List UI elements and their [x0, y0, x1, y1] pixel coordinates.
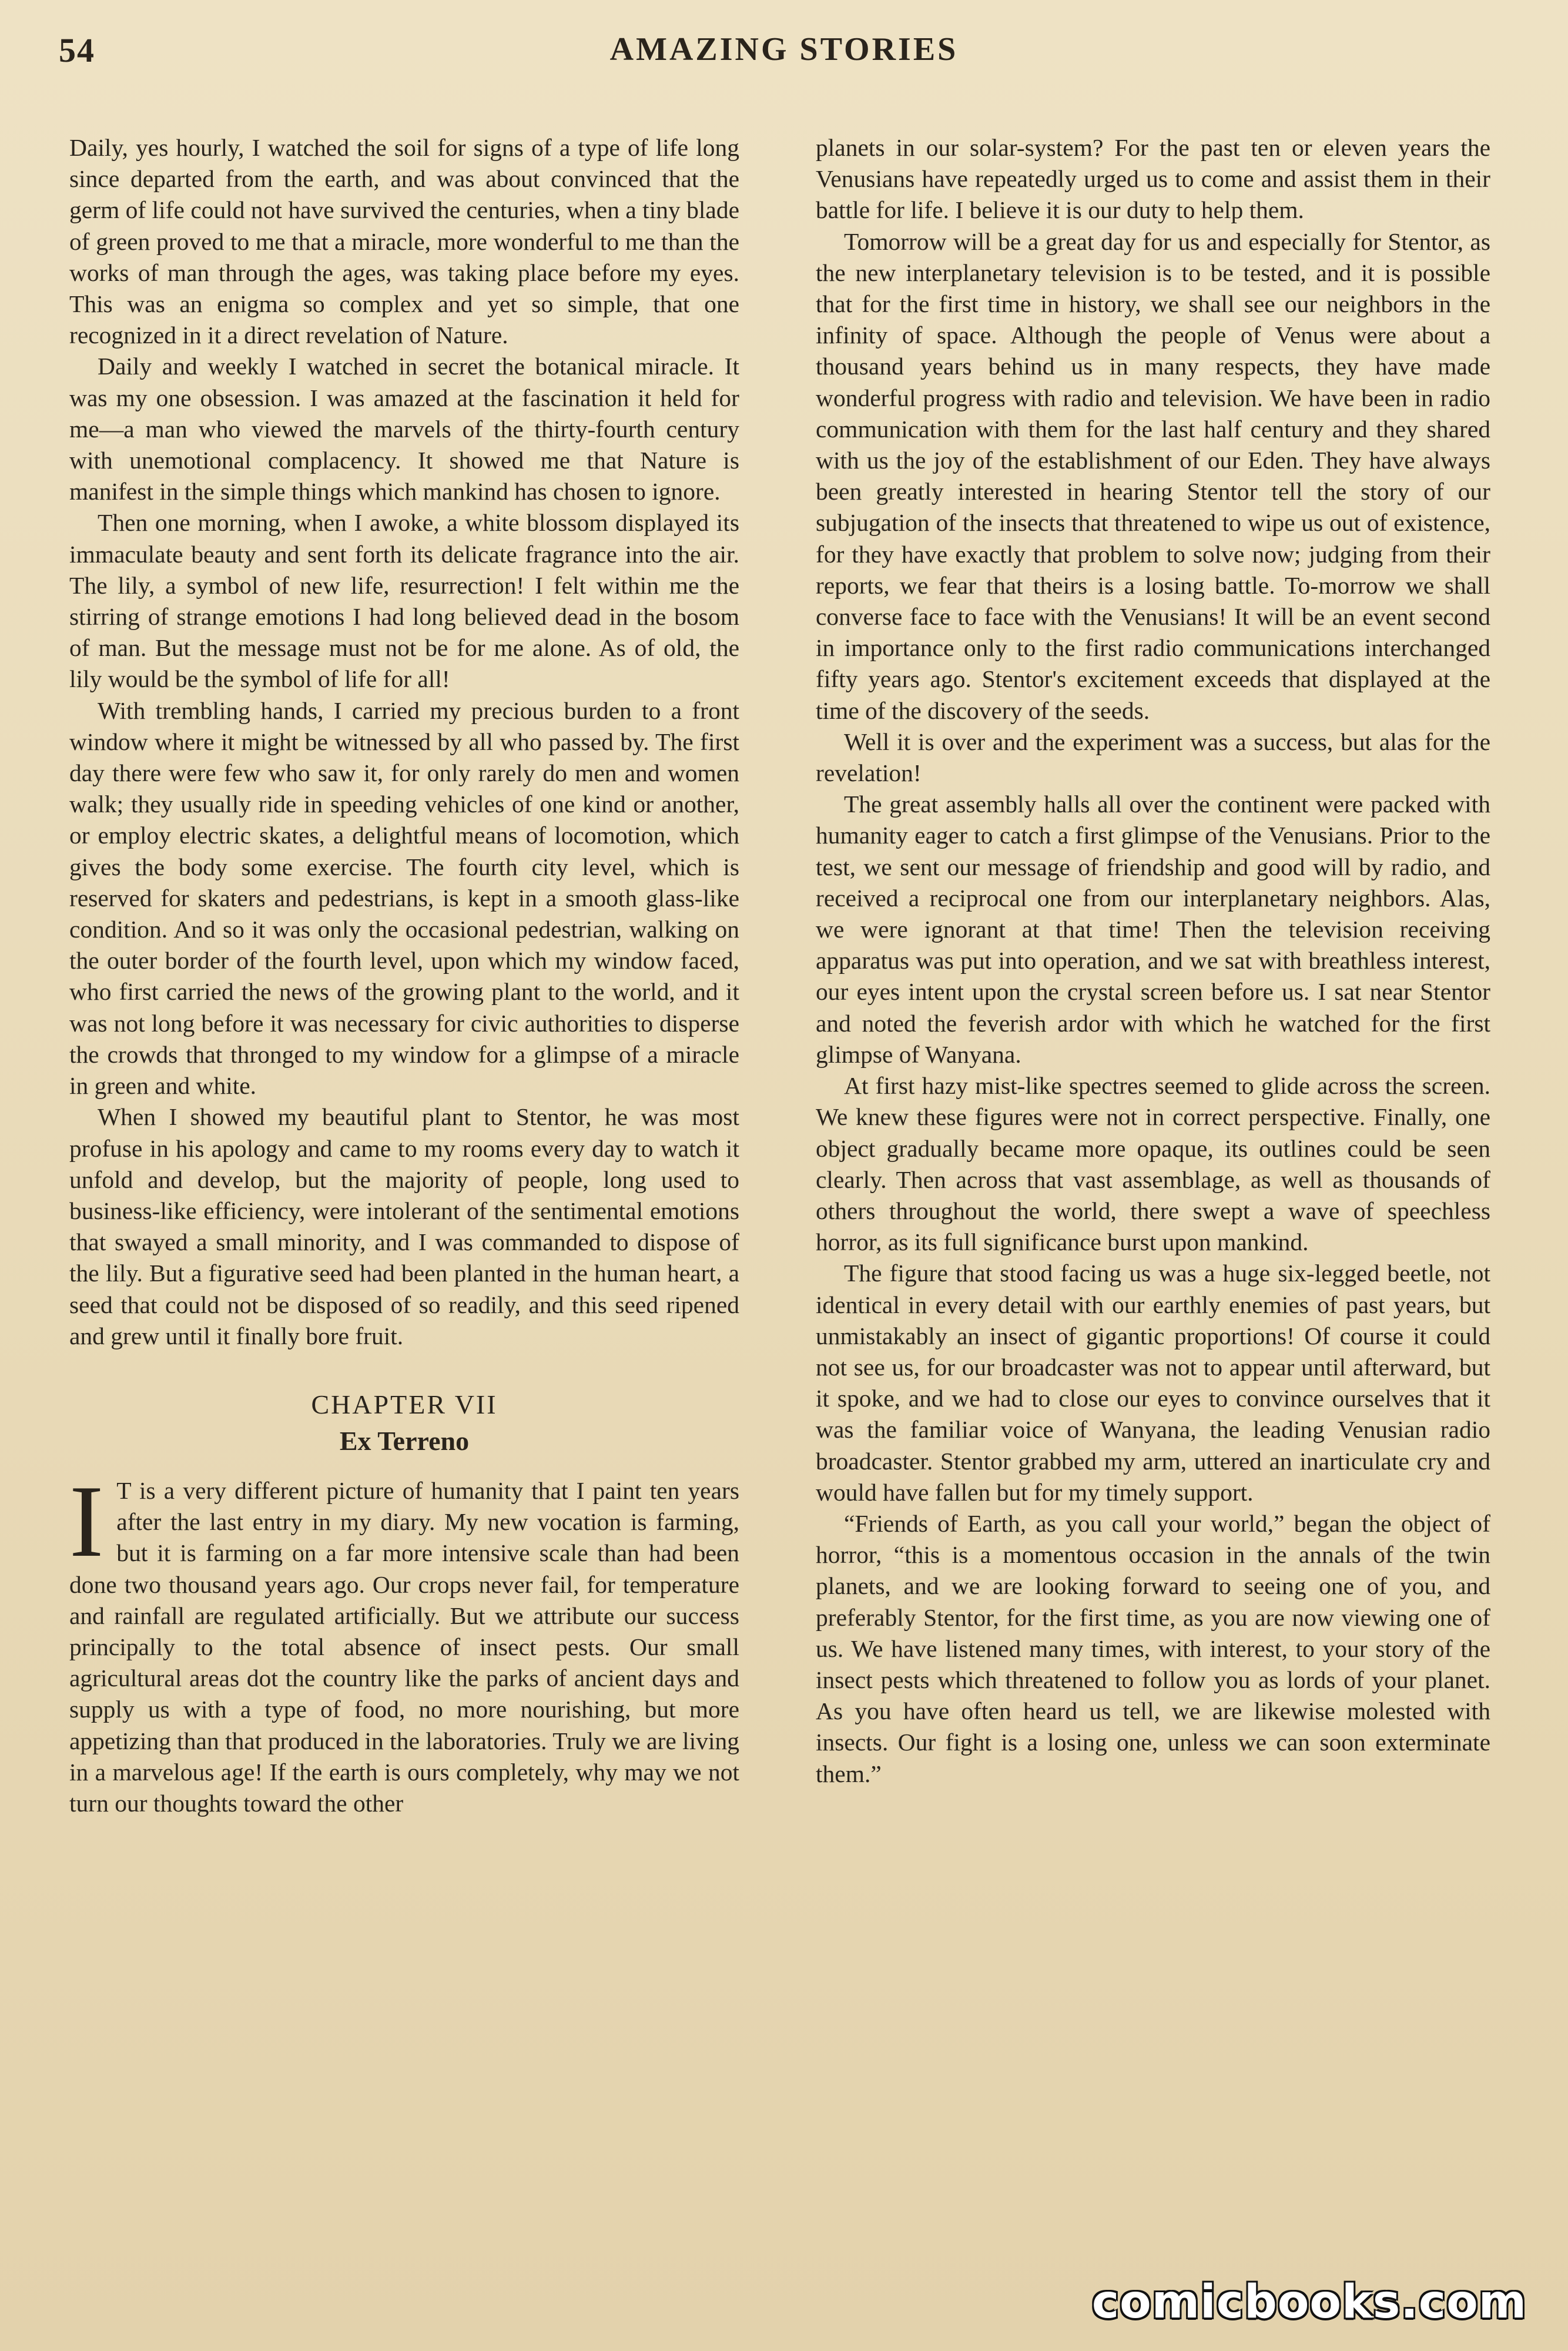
right-column [816, 132, 1490, 1790]
drop-cap: I [69, 1463, 104, 1578]
paragraph: Daily, yes hourly, I watched the soil for signs of a type of life long since departed from the earth, and was about convinced that the germ of life could not have survived the centuries, when a tiny blade of green proved to me that a miracle, more wonderful to me than the works of man through the ages, was taking place before my eyes. This was an enigma so complex and yet so simple, that one recognized in it a direct revelation of Nature. [69, 134, 739, 349]
running-title: AMAZING STORIES [609, 31, 959, 68]
paragraph: Daily and weekly I watched in secret the botanical miracle. It was my one obsession. I was amazed at the fascination it held for me—a man who viewed the marvels of the thirty-fourth century with unemotional complacency. It showed me that Nature is manifest in the simple things which mankind has chosen to ignore. [69, 353, 739, 505]
page-header [59, 31, 1509, 78]
continued-paragraph: planets in our solar-system? For the past ten or eleven years the Venusians have repeatedly urged us to come and assist them in their battle for life. I believe it is our duty to help them. [816, 134, 1490, 224]
chapter-opening-paragraph [69, 1463, 739, 1819]
paragraph: With trembling hands, I carried my precious burden to a front window where it might be witnessed by all who passed by. The first day there were few who saw it, for only rarely do men and women walk; they usually ride in speeding vehicles of one kind or another, or employ electric skates, a delightful means of locomotion, which gives the body some exercise. The fourth city level, which is reserved for skaters and pedestrians, is kept in a smooth glass-like condition. And so it was only the occasional pedestrian, walking on the outer border of the fourth level, upon which my window faced, who first carried the news of the growing plant to the world, and it was not long before it was necessary for civic authorities to disperse the crowds that thronged to my window for a glimpse of a miracle in green and white. [69, 696, 739, 1100]
chapter-heading: CHAPTER VII [311, 1389, 498, 1419]
paragraph: When I showed my beautiful plant to Stentor, he was most profuse in his apology and came to my rooms every day to watch it unfold and develop, but the majority of people, long used to business-like efficiency, were intolerant of the sentimental emotions that swayed a small minority, and I was commanded to dispose of the lily. But a figurative seed had been planted in the human heart, a seed that could not be disposed of so readily, and this seed ripened and grew until it finally bore fruit. [69, 1103, 739, 1349]
left-column [69, 132, 739, 1819]
chapter-opening-text: T is a very different picture of humanity that I paint ten years after the last entry in my diary. My new vocation is farming, but it is farming on a far more intensive scale than had been done two thousand years ago. Our crops never fail, for temperature and rainfall are regulated artificially. But we attribute our success principally to the total absence of insect pests. Our small agricultural areas dot the country like the parks of ancient days and supply us with a type of food, no more nourishing, but more appetizing than that produced in the laboratories. Truly we are living in a marvelous age! If the earth is ours completely, why may we not turn our thoughts toward the other [69, 1476, 739, 1817]
paragraph: The figure that stood facing us was a huge six-legged beetle, not identical in every detail with our earthly enemies of past years, but unmistakably an insect of gigantic proportions! Of course it could not see us, for our broadcaster was not to appear until afterward, but it spoke, and we had to close our eyes to convince ourselves that it was the familiar voice of Wanyana, the leading Venusian radio broadcaster. Stentor grabbed my arm, uttered an inarticulate cry and would have fallen but for my timely support. [816, 1260, 1490, 1506]
paragraph: Well it is over and the experiment was a success, but alas for the revelation! [816, 728, 1490, 787]
paragraph: Tomorrow will be a great day for us and especially for Stentor, as the new interplanetary television is to be tested, and it is possible that for the first time in history, we shall see our neighbors in the infinity of space. Although the people of Venus were about a thousand years behind us in many respects, they have made wonderful progress with radio and television. We have been in radio communication with them for the last half century and they shared with us the joy of the establishment of our Eden. They have always been greatly interested in hearing Stentor tell the story of our subjugation of the insects that threatened to wipe us out of existence, for they have exactly that problem to solve now; judging from their reports, we fear that theirs is a losing battle. To-morrow we shall converse face to face with the Venusians! It will be an event second in importance only to the first radio communications interchanged fifty years ago. Stentor's excitement exceeds that displayed at the time of the discovery of the seeds. [816, 227, 1490, 724]
chapter-title: Ex Terreno [339, 1425, 470, 1456]
paragraph: “Friends of Earth, as you call your world,” began the object of horror, “this is a momentous occasion in the annals of the twin planets, and we are looking forward to seeing one of you, and preferably Stentor, for the first time, as you are now viewing one of us. We have listened many times, with interest, to your story of the insect pests which threatened to follow you as lords of your planet. As you have often heard us tell, we are likewise molested with insects. Our fight is a losing one, unless we can soon exterminate them.” [816, 1509, 1490, 1787]
watermark: comicbooks.com [1091, 2276, 1527, 2329]
page-number: 54 [59, 31, 95, 69]
paragraph: The great assembly halls all over the continent were packed with humanity eager to catch a first glimpse of the Venusians. Prior to the test, we sent our message of friendship and good will by radio, and received a reciprocal one from our interplanetary neighbors. Alas, we were ignorant at that time! Then the television receiving apparatus was put into operation, and we sat with breathless interest, our eyes intent upon the crystal screen before us. I sat near Stentor and noted the feverish ardor with which he watched for the first glimpse of Wanyana. [816, 791, 1490, 1068]
paragraph: At first hazy mist-like spectres seemed to glide across the screen. We knew these figures were not in correct perspective. Finally, one object gradually became more opaque, its outlines could be seen clearly. Then across that vast assemblage, as well as thousands of others throughout the world, there swept a wave of speechless horror, as its full significance burst upon mankind. [816, 1072, 1490, 1256]
paragraph: Then one morning, when I awoke, a white blossom displayed its immaculate beauty and sent forth its delicate fragrance into the air. The lily, a symbol of new life, resurrection! I felt within me the stirring of strange emotions I had long believed dead in the bosom of man. But the message must not be for me alone. As of old, the lily would be the symbol of life for all! [69, 509, 739, 693]
